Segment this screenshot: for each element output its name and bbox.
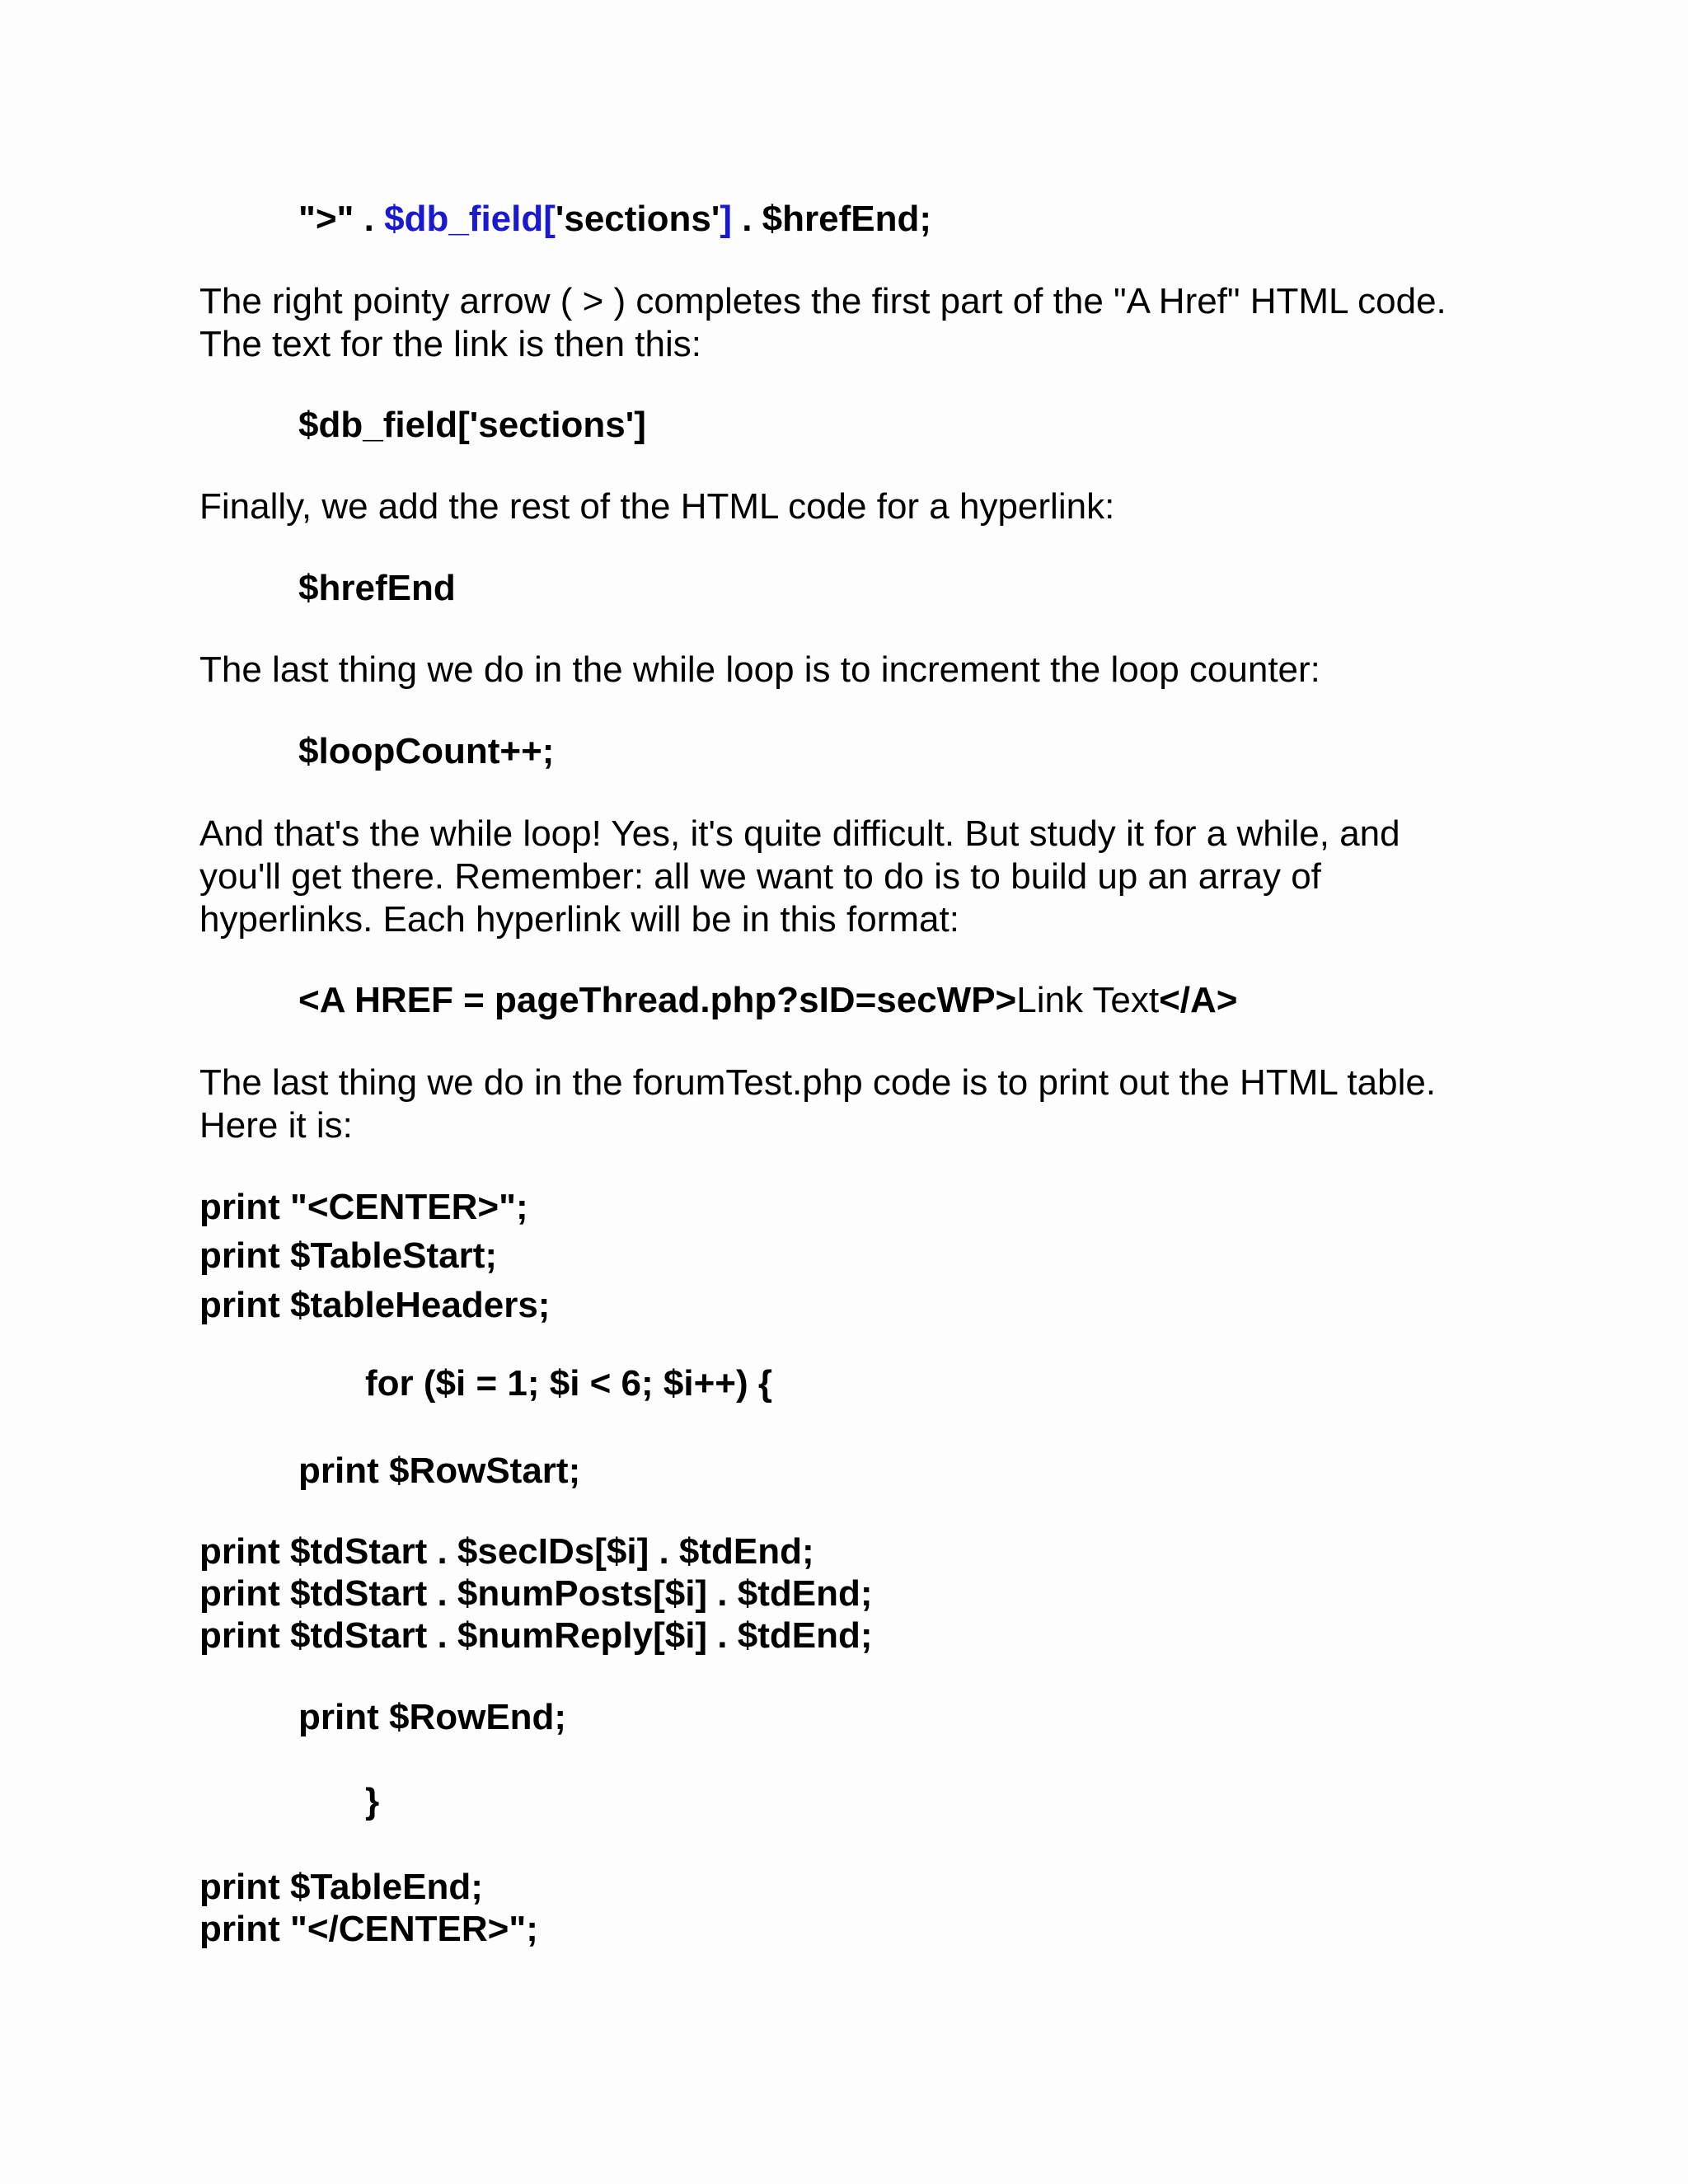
code-fragment: 'sections' [555,199,720,239]
code-line-href-text [298,198,931,241]
paragraph-line: hyperlinks. Each hyperlink will be in this format: [199,899,959,940]
code-line: $db_field['sections'] [298,405,646,445]
paragraph-line: The right pointy arrow ( > ) completes the first part of the "A Href" HTML code. [199,281,1447,321]
code-fragment-highlight: $db_field[ [384,199,556,239]
code-fragment: </A> [1159,980,1238,1020]
code-fragment: . $hrefEnd; [732,199,932,239]
code-fragment-highlight: ] [720,199,732,239]
paragraph-line: Finally, we add the rest of the HTML code for a hyperlink: [199,486,1115,527]
paragraph-line: Here it is: [199,1105,353,1146]
paragraph-line: And that's the while loop! Yes, it's quite difficult. But study it for a while, and [199,813,1400,854]
code-fragment: ">" . [298,199,385,239]
code-line: print "</CENTER>"; [199,1909,538,1949]
code-line-anchor-format [298,979,1238,1022]
code-line: } [365,1781,380,1821]
code-line: print "<CENTER>"; [199,1187,528,1227]
code-line: print $RowStart; [298,1451,581,1491]
link-text-fragment: Link Text [1016,980,1160,1020]
paragraph-line: you'll get there. Remember: all we want to do is to build up an array of [199,856,1321,897]
paragraph-line: The last thing we do in the forumTest.php code is to print out the HTML table. [199,1062,1437,1103]
code-line: print $tableHeaders; [199,1285,551,1325]
code-fragment: <A HREF = pageThread.php?sID=secWP> [298,980,1017,1020]
paragraph-line: The last thing we do in the while loop is to increment the loop counter: [199,649,1320,690]
code-line: print $tdStart . $numReply[$i] . $tdEnd; [199,1615,873,1656]
code-line: $loopCount++; [298,731,555,771]
paragraph-line: The text for the link is then this: [199,324,701,364]
code-line: $hrefEnd [298,568,456,608]
code-line: for ($i = 1; $i < 6; $i++) { [365,1363,772,1404]
code-line: print $TableEnd; [199,1867,483,1907]
code-line: print $tdStart . $numPosts[$i] . $tdEnd; [199,1573,873,1614]
code-line: print $tdStart . $secIDs[$i] . $tdEnd; [199,1531,814,1572]
code-line: print $TableStart; [199,1235,498,1276]
code-line: print $RowEnd; [298,1697,567,1737]
